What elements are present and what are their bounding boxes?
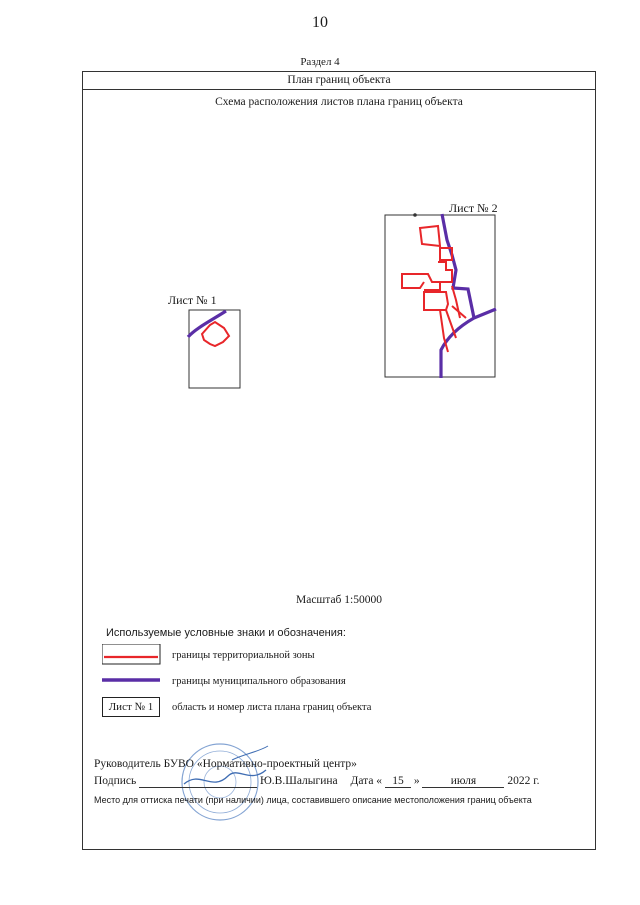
page-number: 10 <box>312 14 328 31</box>
date-month: июля <box>422 775 504 788</box>
signature-line <box>94 775 539 788</box>
sheet-2-label: Лист № 2 <box>449 201 498 215</box>
stamp-note: Место для оттиска печати (при наличии) лица, составившего описание местоположения границ объекта <box>94 795 532 805</box>
signature-label: Подпись <box>94 775 137 787</box>
frame-title: План границ объекта <box>82 71 596 90</box>
legend-sheet-symbol: Лист № 1 <box>102 697 160 717</box>
scheme-title: Схема расположения листов плана границ объекта <box>215 96 463 108</box>
sheet-2-municipal-boundary <box>441 214 496 378</box>
legend-municipal-text: границы муниципального образования <box>172 676 346 687</box>
sheet-2-marker-dot <box>413 213 417 217</box>
legend-sheet-text: область и номер листа плана границ объекта <box>172 702 372 713</box>
sheet-1-municipal-boundary <box>188 311 226 337</box>
section-label: Раздел 4 <box>300 56 340 68</box>
date-day-close: » <box>413 775 420 787</box>
legend-zone-text: границы территориальной зоны <box>172 650 315 661</box>
legend-zone-symbol-box <box>102 644 160 664</box>
date-day: 15 <box>385 775 411 788</box>
signer-name: Ю.В.Шалыгина <box>259 775 338 787</box>
scale-text: Масштаб 1:50000 <box>296 594 382 606</box>
sheet-1-label: Лист № 1 <box>168 293 217 307</box>
signature-title: Руководитель БУВО «Нормативно-проектный центр» <box>94 758 357 770</box>
sheet-1-zone-boundary <box>202 322 229 346</box>
signature-blank <box>139 775 257 788</box>
legend-symbols <box>102 644 164 684</box>
date-year: 2022 г. <box>507 775 540 787</box>
date-label: Дата « <box>350 775 383 787</box>
legend-title: Используемые условные знаки и обозначения: <box>106 627 346 639</box>
